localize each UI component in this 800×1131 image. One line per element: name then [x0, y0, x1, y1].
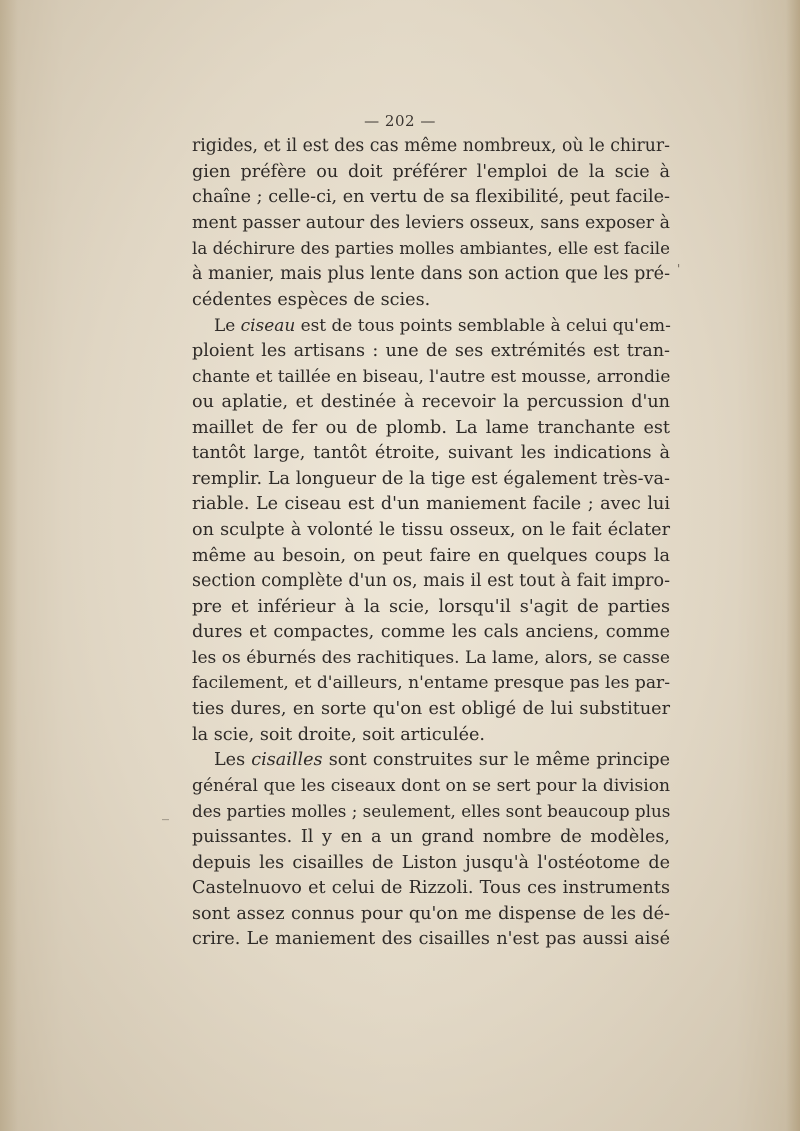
text-segment: Castelnuovo et celui de Rizzoli. Tous ces instruments	[192, 878, 670, 899]
text-segment: chaîne ; celle-ci, en vertu de sa flexibilité, peut facile-	[192, 187, 670, 208]
text-line	[192, 595, 670, 621]
text-line	[192, 236, 670, 262]
text-line	[192, 313, 670, 339]
text-line	[192, 185, 670, 211]
text-segment: ploient les artisans : une de ses extrémités est tran-	[192, 340, 670, 361]
text-segment: section complète d'un os, mais il est tout à fait impro-	[192, 571, 670, 592]
text-line	[192, 697, 670, 723]
text-segment: maillet de fer ou de plomb. La lame tranchante est	[192, 417, 670, 438]
text-segment: la déchirure des parties molles ambiantes, elle est facile	[192, 239, 671, 259]
text-segment: Les	[214, 750, 252, 771]
text-line	[192, 364, 670, 390]
text-line	[192, 671, 670, 697]
text-line	[192, 339, 670, 365]
text-line	[192, 544, 670, 570]
text-line	[192, 723, 670, 749]
text-segment: on sculpte à volonté le tissu osseux, on le fait éclater	[192, 519, 670, 540]
text-line	[192, 851, 670, 877]
text-segment: facilement, et d'ailleurs, n'entame presque pas les par-	[192, 673, 670, 694]
text-line	[192, 288, 670, 314]
page-shadow-right	[786, 0, 800, 1131]
text-line	[192, 518, 670, 544]
text-line	[192, 390, 670, 416]
body-text	[192, 134, 670, 953]
text-line	[192, 646, 670, 672]
text-line	[192, 211, 670, 237]
text-line	[192, 134, 670, 160]
text-segment: gien préfère ou doit préférer l'emploi de la scie à	[192, 161, 670, 182]
text-segment: même au besoin, on peut faire en quelques coups la	[192, 545, 670, 566]
text-line	[192, 620, 670, 646]
italic-term: ciseau	[240, 315, 296, 336]
text-line	[192, 927, 670, 953]
text-line	[192, 799, 670, 825]
text-segment: la scie, soit droite, soit articulée.	[192, 724, 486, 745]
text-line	[192, 569, 670, 595]
text-segment: dures et compactes, comme les cals anciens, comme	[192, 622, 670, 643]
text-segment: ment passer autour des leviers osseux, sans exposer à	[192, 212, 670, 233]
page-shadow-left	[0, 0, 18, 1131]
text-segment: remplir. La longueur de la tige est également très-va-	[192, 468, 670, 489]
text-line	[192, 774, 670, 800]
text-line	[192, 492, 670, 518]
page-number: — 202 —	[364, 112, 436, 130]
text-segment: sont assez connus pour qu'on me dispense de les dé-	[192, 903, 670, 924]
italic-term: cisailles	[251, 750, 323, 771]
text-segment: sont construites sur le même principe	[322, 750, 670, 771]
text-line	[192, 467, 670, 493]
text-segment: ties dures, en sorte qu'on est obligé de lui substituer	[192, 699, 670, 720]
margin-mark-right: '	[677, 262, 681, 276]
text-segment: riable. Le ciseau est d'un maniement facile ; avec lui	[192, 494, 670, 515]
text-segment: tantôt large, tantôt étroite, suivant les indications à	[192, 443, 670, 464]
text-segment: Le	[214, 315, 241, 336]
text-segment: chante et taillée en biseau, l'autre est mousse, arrondie	[192, 366, 671, 387]
text-line	[192, 160, 670, 186]
text-segment: pre et inférieur à la scie, lorsqu'il s'agit de parties	[192, 596, 670, 617]
text-line	[192, 902, 670, 928]
text-line	[192, 441, 670, 467]
text-segment: depuis les cisailles de Liston jusqu'à l'ostéotome de	[192, 852, 670, 873]
text-segment: cédentes espèces de scies.	[192, 289, 431, 310]
text-line	[192, 262, 670, 288]
text-segment: les os éburnés des rachitiques. La lame, alors, se casse	[192, 647, 670, 668]
text-line	[192, 748, 670, 774]
margin-mark-left: _	[162, 805, 169, 821]
text-segment: crire. Le maniement des cisailles n'est pas aussi aisé	[192, 929, 670, 950]
text-line	[192, 416, 670, 442]
text-line	[192, 825, 670, 851]
text-segment: rigides, et il est des cas même nombreux, où le chirur-	[192, 136, 670, 156]
text-segment: puissantes. Il y en a un grand nombre de modèles,	[192, 827, 670, 848]
text-segment: ou aplatie, et destinée à recevoir la percussion d'un	[192, 391, 670, 412]
text-segment: général que les ciseaux dont on se sert pour la division	[192, 775, 670, 796]
text-line	[192, 876, 670, 902]
text-segment: à manier, mais plus lente dans son action que les pré-	[192, 263, 670, 284]
text-segment: des parties molles ; seulement, elles sont beaucoup plus	[192, 801, 671, 822]
text-segment: est de tous points semblable à celui qu'em-	[295, 315, 671, 336]
